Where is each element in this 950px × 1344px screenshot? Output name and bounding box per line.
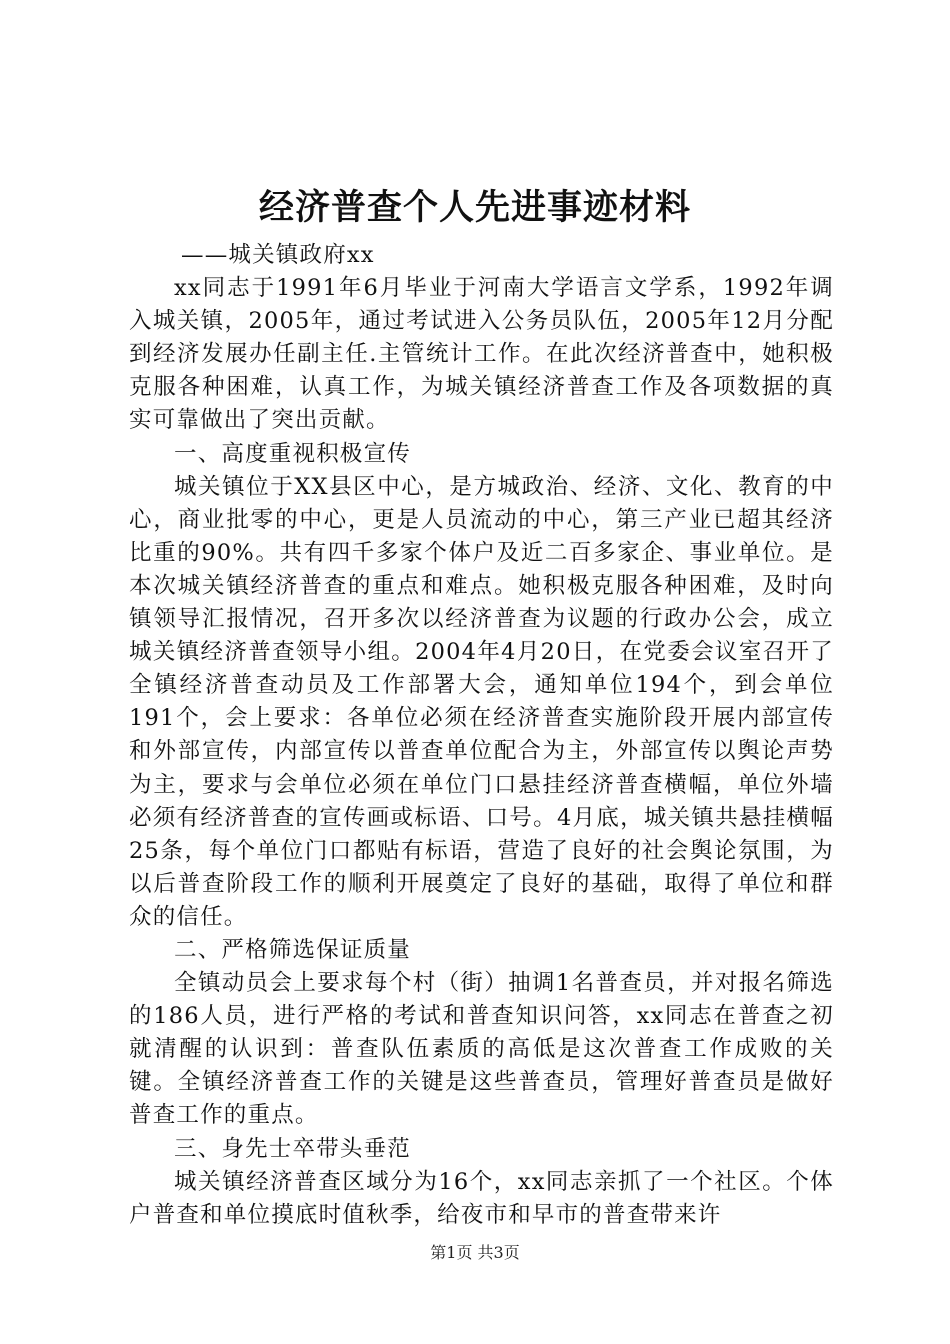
paragraph-section-2: 全镇动员会上要求每个村（街）抽调1名普查员，并对报名筛选的186人员，进行严格的考试和普查知识问答，xx同志在普查之初就清醒的认识到：普查队伍素质的高低是这次普查工作成败的关键。全镇经济普查工作的关键是这些普查员，管理好普查员是做好普查工作的重点。	[129, 970, 834, 1129]
section-heading-2: 二、严格筛选保证质量	[174, 936, 412, 963]
document-title: 经济普查个人先进事迹材料	[258, 187, 691, 228]
byline: ——城关镇政府xx	[181, 242, 375, 268]
section-heading-1: 一、高度重视积极宣传	[174, 440, 412, 467]
section-heading-3: 三、身先士卒带头垂范	[174, 1135, 412, 1162]
paragraph-section-1: 城关镇位于XX县区中心，是方城政治、经济、文化、教育的中心，商业批零的中心，更是人员流动的中心，第三产业已超其经济比重的90%。共有四千多家个体户及近二百多家企、事业单位。是本次城关镇经济普查的重点和难点。她积极克服各种困难，及时向镇领导汇报情况，召开多次以经济普查为议题的行政办公会，成立城关镇经济普查领导小组。2004年4月20日，在党委会议室召开了全镇经济普查动员及工作部署大会，通知单位194个，到会单位191个，会上要求：各单位必须在经济普查实施阶段开展内部宣传和外部宣传，内部宣传以普查单位配合为主，外部宣传以舆论声势为主，要求与会单位必须在单位门口悬挂经济普查横幅，单位外墙必须有经济普查的宣传画或标语、口号。4月底，城关镇共悬挂横幅25条，每个单位门口都贴有标语，营造了良好的社会舆论氛围，为以后普查阶段工作的顺利开展奠定了良好的基础，取得了单位和群众的信任。	[129, 473, 834, 930]
page-footer: 第1页 共3页	[430, 1243, 520, 1262]
paragraph-section-3: 城关镇经济普查区域分为16个，xx同志亲抓了一个社区。个体户普查和单位摸底时值秋季，给夜市和早市的普查带来许	[129, 1168, 834, 1228]
paragraph-intro: xx同志于1991年6月毕业于河南大学语言文学系，1992年调入城关镇，2005年，通过考试进入公务员队伍，2005年12月分配到经济发展办任副主任.主管统计工作。在此次经济普查中，她积极克服各种困难，认真工作，为城关镇经济普查工作及各项数据的真实可靠做出了突出贡献。	[129, 275, 834, 434]
document-body	[129, 239, 834, 1232]
